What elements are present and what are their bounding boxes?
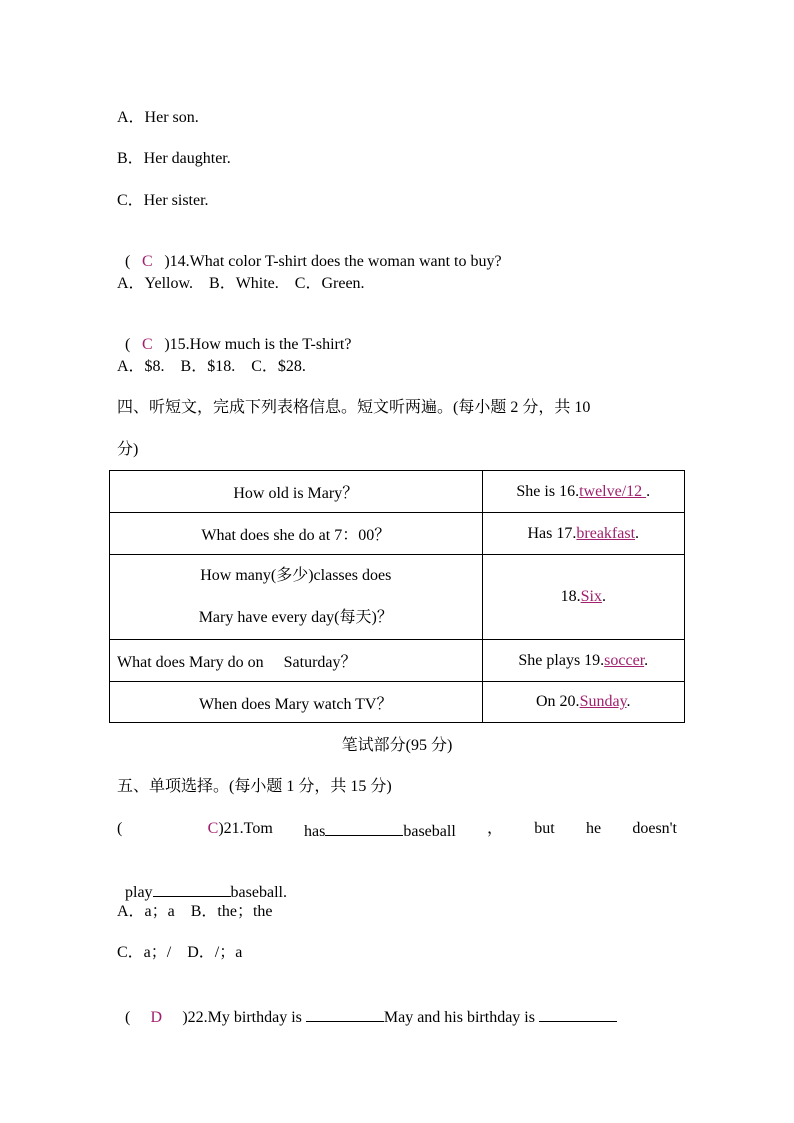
table-question: When does Mary watch TV？ — [110, 682, 483, 723]
blank-21b — [153, 880, 231, 897]
section-5-heading: 五、单项选择。(每小题 1 分，共 15 分) — [117, 778, 392, 795]
blank-22b — [539, 1005, 617, 1022]
question-14 — [117, 232, 502, 272]
answer-22: D — [150, 1009, 163, 1026]
table-answer: 18.Six. — [482, 555, 684, 640]
table-row — [110, 682, 685, 723]
section-4-heading-line2: 分) — [117, 441, 139, 458]
table-row — [110, 471, 685, 513]
table-row — [110, 513, 685, 555]
answer-19: soccer — [604, 651, 645, 669]
question-14-options: A．Yellow. B．White. C．Green. — [117, 275, 365, 292]
question-15 — [117, 315, 351, 355]
question-15-text: )15.How much is the T-shirt? — [164, 336, 352, 353]
blank-21a — [325, 819, 403, 836]
paren-open: ( — [125, 336, 131, 353]
option-a-her-son: A．Her son. — [117, 109, 199, 126]
section-4-heading-line1: 四、听短文，完成下列表格信息。短文听两遍。(每小题 2 分，共 10 — [117, 399, 591, 416]
table-question: How old is Mary？ — [110, 471, 483, 513]
option-b-her-daughter: B．Her daughter. — [117, 150, 231, 167]
question-14-text: )14.What color T-shirt does the woman want to buy? — [164, 253, 502, 270]
info-table — [109, 470, 685, 723]
table-row — [110, 555, 685, 640]
answer-15: C — [141, 336, 153, 353]
table-row — [110, 640, 685, 682]
table-question: How many(多少)classes does Mary have every day(每天)？ — [110, 555, 483, 640]
table-answer: Has 17.breakfast. — [482, 513, 684, 555]
answer-17: breakfast — [576, 524, 636, 542]
table-answer: On 20.Sunday. — [482, 682, 684, 723]
table-answer: She plays 19.soccer. — [482, 640, 684, 682]
question-15-options: A．$8. B．$18. C．$28. — [117, 358, 306, 375]
question-22: ( D )22.My birthday is May and his birthday is — [117, 985, 617, 1028]
answer-14: C — [141, 253, 153, 270]
written-part-title: 笔试部分(95 分) — [341, 737, 453, 754]
table-question: What does Mary do on Saturday？ — [110, 640, 483, 682]
answer-18: Six — [580, 588, 602, 605]
question-21-options-ab: A．a；a B．the；the — [117, 903, 273, 920]
option-c-her-sister: C．Her sister. — [117, 192, 209, 209]
paren-open: ( — [125, 253, 131, 270]
question-21-options-cd: C．a；/ D．/；a — [117, 944, 243, 961]
table-question: What does she do at 7：00？ — [110, 513, 483, 555]
answer-20: Sunday — [579, 693, 627, 710]
blank-22a — [306, 1005, 384, 1022]
table-answer: She is 16.twelve/12 . — [482, 471, 684, 513]
answer-21: C — [207, 820, 219, 837]
question-21-line2: play baseball. — [117, 860, 287, 903]
question-21-line1: ( C)21.Tom has baseball ， but he doesn't — [117, 820, 677, 840]
answer-16: twelve/12 — [579, 482, 647, 500]
